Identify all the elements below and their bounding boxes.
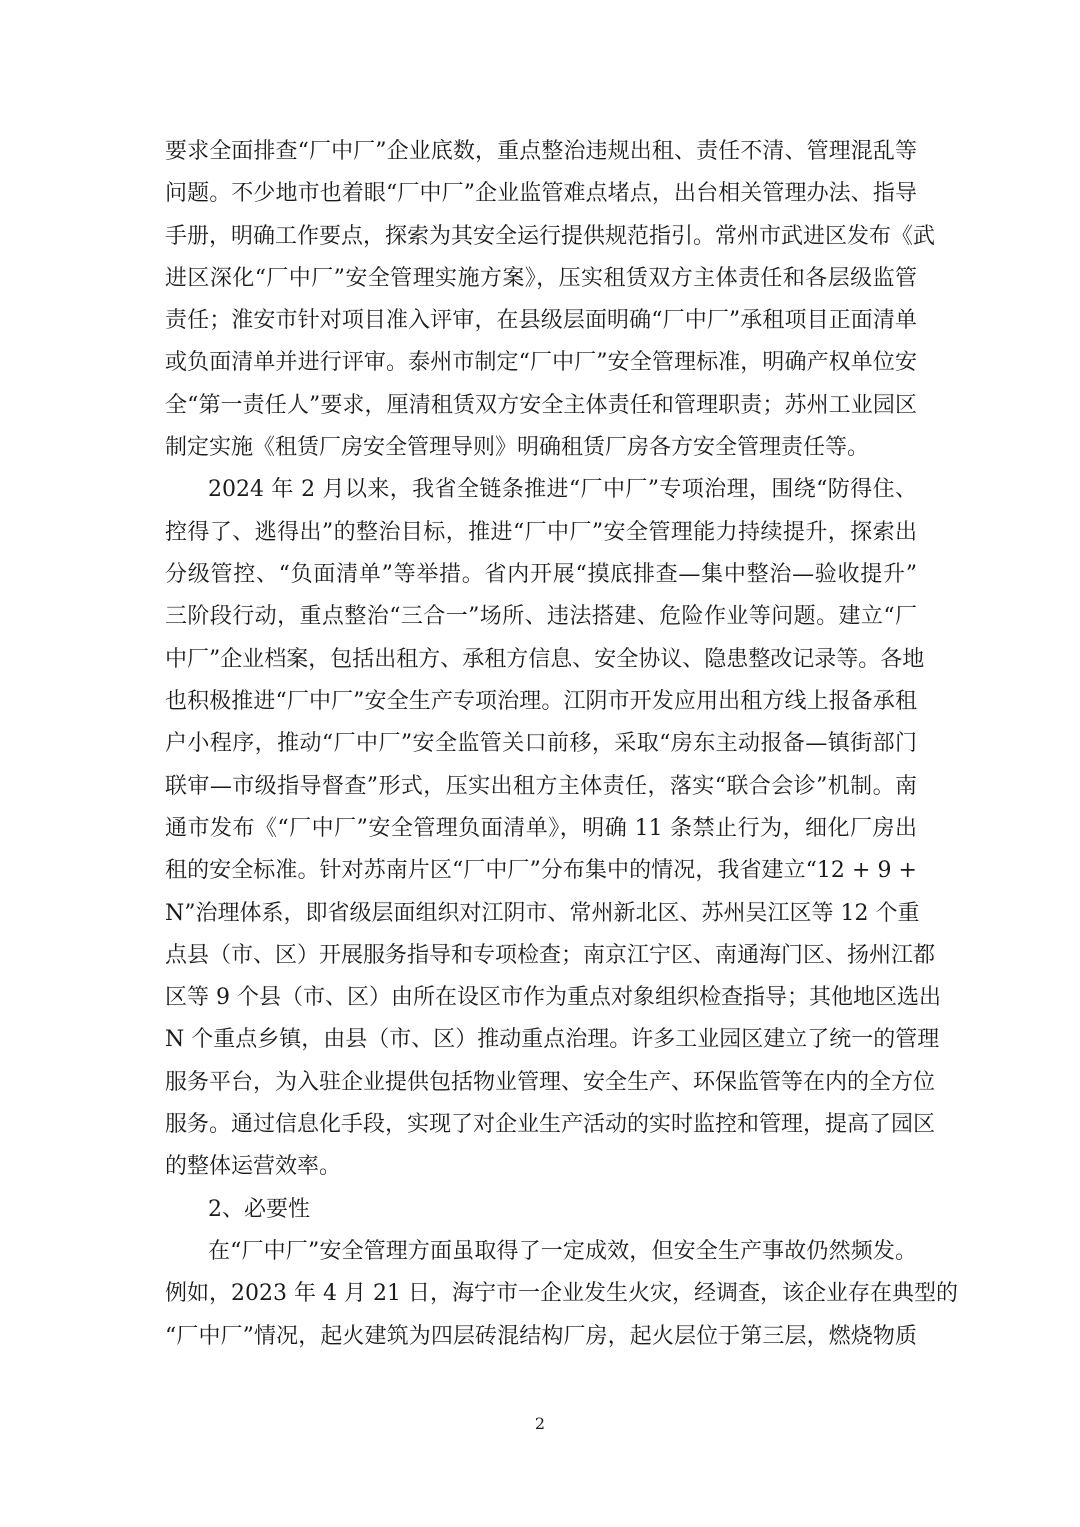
text-line: N 个重点乡镇，由县（市、区）推动重点治理。许多工业园区建立了统一的管理 — [165, 1027, 940, 1052]
text-line: 区等 9 个县（市、区）由所在设区市作为重点对象组织检查指导；其他地区选出 — [165, 985, 941, 1010]
text-line: 租的安全标准。针对苏南片区“厂中厂”分布集中的情况，我省建立“12 + 9 + — [165, 858, 917, 883]
section-heading: 2、必要性 — [208, 1197, 310, 1222]
text-line: 也积极推进“厂中厂”安全生产专项治理。江阴市开发应用出租方线上报备承租 — [165, 689, 917, 714]
text-line: 进区深化“厂中厂”安全管理实施方案》，压实租赁双方主体责任和各层级监管 — [165, 266, 917, 291]
text-line: 制定实施《租赁厂房安全管理导则》明确租赁厂房各方安全管理责任等。 — [165, 435, 870, 460]
page-number: 2 — [534, 1414, 546, 1433]
text-line: 户小程序，推动“厂中厂”安全监管关口前移，采取“房东主动报备—镇街部门 — [165, 731, 917, 756]
text-line: 服务。通过信息化手段，实现了对企业生产活动的实时监控和管理，提高了园区 — [165, 1112, 936, 1137]
text-line: 要求全面排查“厂中厂”企业底数，重点整治违规出租、责任不清、管理混乱等 — [165, 139, 917, 164]
text-line: 手册，明确工作要点，探索为其安全运行提供规范指引。常州市武进区发布《武 — [165, 224, 936, 249]
text-line: 控得了、逃得出”的整治目标，推进“厂中厂”安全管理能力持续提升，探索出 — [165, 520, 917, 545]
text-line: N”治理体系，即省级层面组织对江阴市、常州新北区、苏州吴江区等 12 个重 — [165, 901, 920, 926]
paragraph-first-line: 在“厂中厂”安全管理方面虽取得了一定成效，但安全生产事故仍然频发。 — [208, 1239, 917, 1264]
text-line: 通市发布《“厂中厂”安全管理负面清单》，明确 11 条禁止行为，细化厂房出 — [165, 816, 917, 841]
text-line: 问题。不少地市也着眼“厂中厂”企业监管难点堵点，出台相关管理办法、指导 — [165, 181, 917, 206]
text-line: 服务平台，为入驻企业提供包括物业管理、安全生产、环保监管等在内的全方位 — [165, 1070, 936, 1095]
paragraph-first-line: 2024 年 2 月以来，我省全链条推进“厂中厂”专项治理，围绕“防得住、 — [208, 477, 917, 502]
text-line: 三阶段行动，重点整治“三合一”场所、违法搭建、危险作业等问题。建立“厂 — [165, 604, 917, 629]
text-line: 点县（市、区）开展服务指导和专项检查；南京江宁区、南通海门区、扬州江都 — [165, 943, 936, 968]
text-line: 联审—市级指导督查”形式，压实出租方主体责任，落实“联合会诊”机制。南 — [165, 774, 917, 799]
text-line: 分级管控、“负面清单”等举措。省内开展“摸底排查—集中整治—验收提升” — [165, 562, 917, 587]
text-line: “厂中厂”情况，起火建筑为四层砖混结构厂房，起火层位于第三层，燃烧物质 — [165, 1324, 917, 1349]
text-line: 中厂”企业档案，包括出租方、承租方信息、安全协议、隐患整改记录等。各地 — [165, 647, 925, 672]
text-line: 例如，2023 年 4 月 21 日，海宁市一企业发生火灾，经调查，该企业存在典型的 — [165, 1281, 958, 1306]
text-line: 的整体运营效率。 — [165, 1154, 342, 1179]
text-line: 或负面清单并进行评审。泰州市制定“厂中厂”安全管理标准，明确产权单位安 — [165, 350, 917, 375]
text-line: 责任；淮安市针对项目准入评审，在县级层面明确“厂中厂”承租项目正面清单 — [165, 308, 917, 333]
text-line: 全“第一责任人”要求，厘清租赁双方安全主体责任和管理职责；苏州工业园区 — [165, 393, 917, 418]
